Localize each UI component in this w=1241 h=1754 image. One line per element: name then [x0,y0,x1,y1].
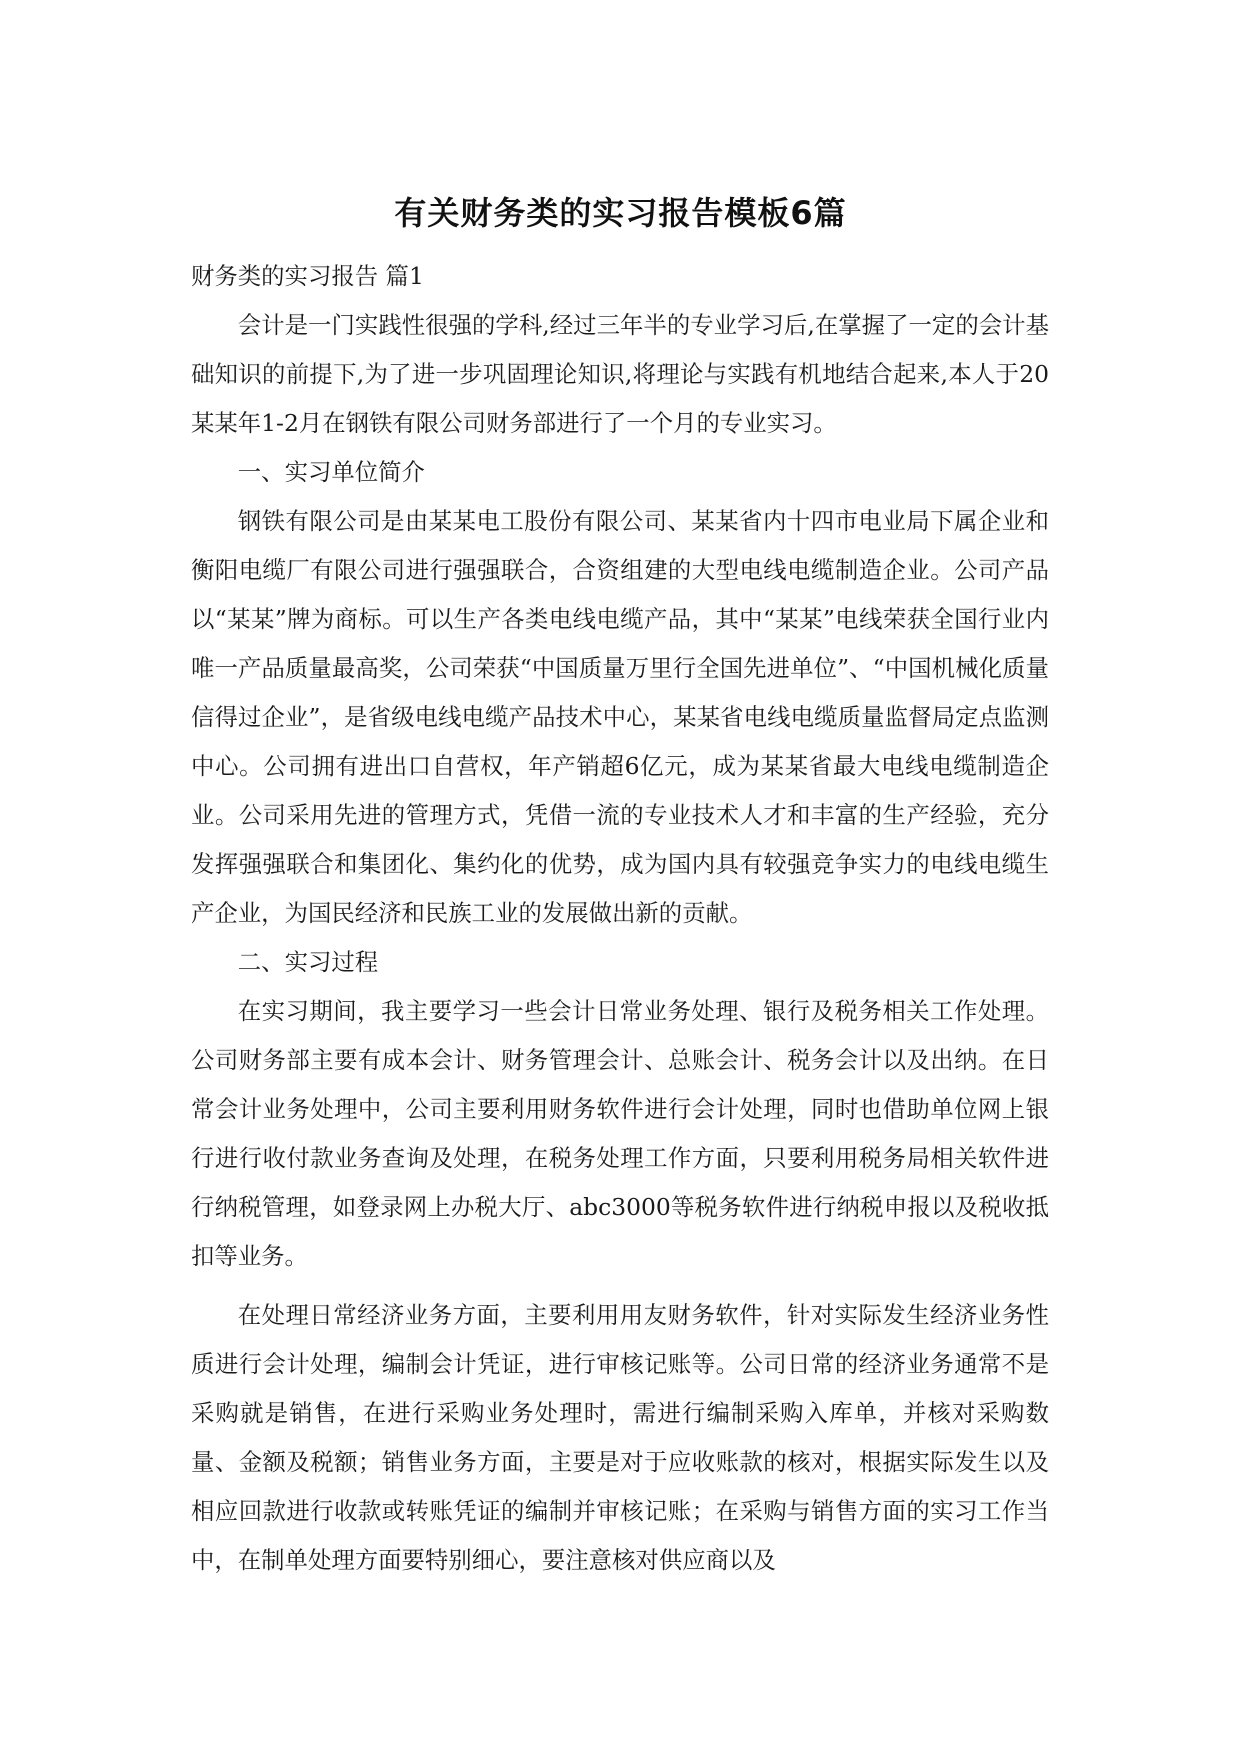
document-title: 有关财务类的实习报告模板6篇 [394,194,847,232]
heading-internship-process: 二、实习过程 [237,948,379,976]
section-subtitle: 财务类的实习报告 篇1 [191,262,424,290]
paragraph-internship-process: 在实习期间，我主要学习一些会计日常业务处理、银行及税务相关工作处理。公司财务部主要有成本会计、财务管理会计、总账会计、税务会计以及出纳。在日常会计业务处理中，公司主要利用财务软件进行会计处理，同时也借助单位网上银行进行收付款业务查询及处理，在税务处理工作方面，只要利用税务局相关软件进行纳税管理，如登录网上办税大厅、abc3000等税务软件进行纳税申报以及税收抵扣等业务。 [191,997,1049,1270]
document-body [191,252,1049,1585]
paragraph-intro: 会计是一门实践性很强的学科,经过三年半的专业学习后,在掌握了一定的会计基础知识的前提下,为了进一步巩固理论知识,将理论与实践有机地结合起来,本人于20某某年1-2月在钢铁有限公司财务部进行了一个月的专业实习。 [191,311,1049,437]
paragraph-company-intro: 钢铁有限公司是由某某电工股份有限公司、某某省内十四市电业局下属企业和衡阳电缆厂有限公司进行强强联合，合资组建的大型电线电缆制造企业。公司产品以“某某”牌为商标。可以生产各类电线电缆产品，其中“某某”电线荣获全国行业内唯一产品质量最高奖，公司荣获“中国质量万里行全国先进单位”、“中国机械化质量信得过企业”，是省级电线电缆产品技术中心，某某省电线电缆质量监督局定点监测中心。公司拥有进出口自营权，年产销超6亿元，成为某某省最大电线电缆制造企业。公司采用先进的管理方式，凭借一流的专业技术人才和丰富的生产经验，充分发挥强强联合和集团化、集约化的优势，成为国内具有较强竞争实力的电线电缆生产企业，为国民经济和民族工业的发展做出新的贡献。 [191,507,1049,927]
paragraph-daily-business: 在处理日常经济业务方面，主要利用用友财务软件，针对实际发生经济业务性质进行会计处理，编制会计凭证，进行审核记账等。公司日常的经济业务通常不是采购就是销售，在进行采购业务处理时，需进行编制采购入库单，并核对采购数量、金额及税额；销售业务方面，主要是对于应收账款的核对，根据实际发生以及相应回款进行收款或转账凭证的编制并审核记账；在采购与销售方面的实习工作当中，在制单处理方面要特别细心，要注意核对供应商以及 [191,1301,1049,1574]
heading-company-intro: 一、实习单位简介 [237,458,425,486]
